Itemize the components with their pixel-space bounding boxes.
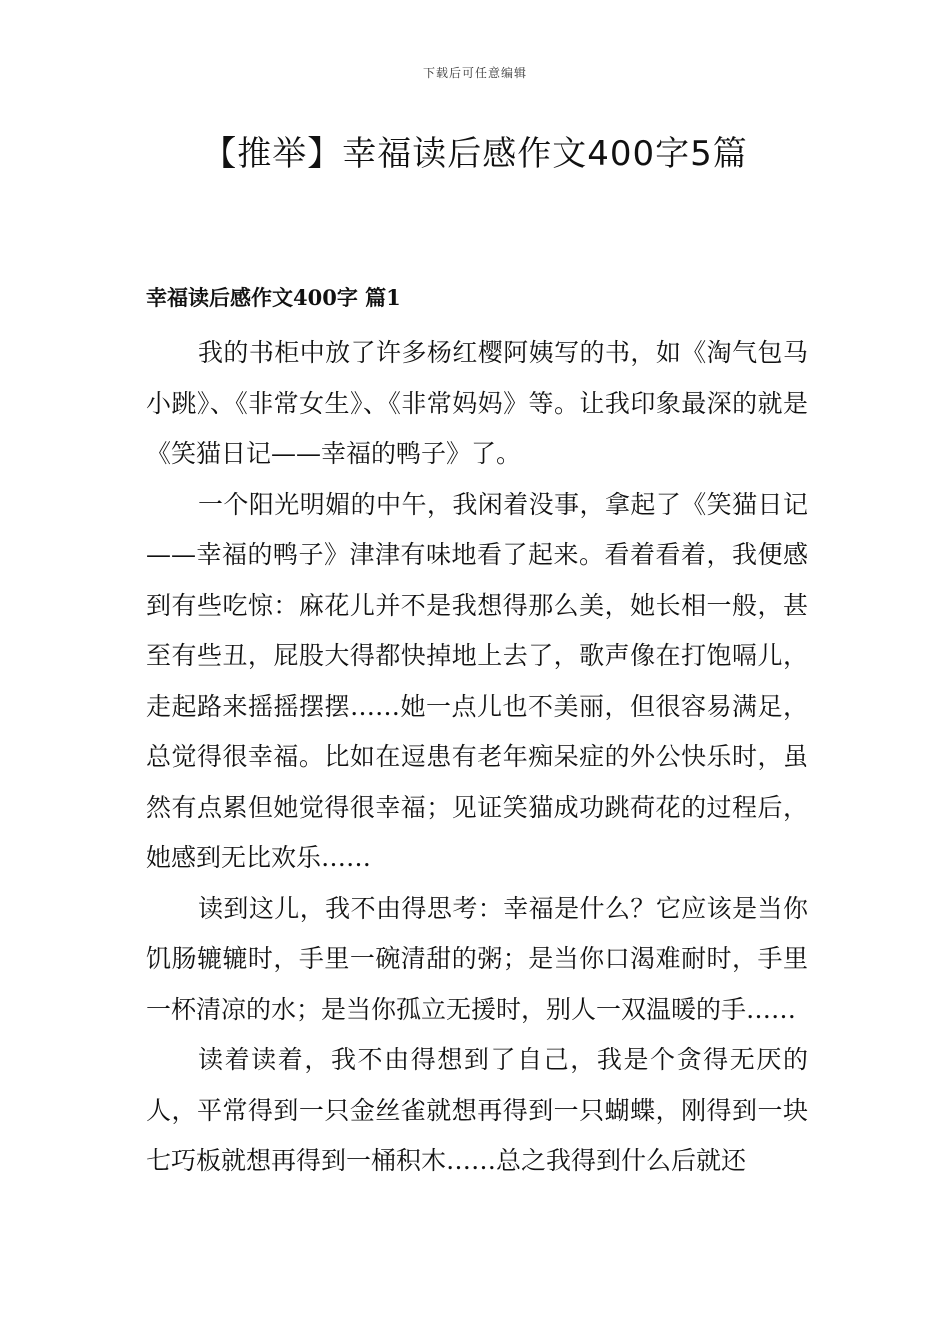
paragraph: 我的书柜中放了许多杨红樱阿姨写的书，如《淘气包马小跳》、《非常女生》、《非常妈妈》等。让我印象最深的就是《笑猫日记——幸福的鸭子》了。 — [146, 338, 808, 468]
document-title: 【推举】幸福读后感作文400字5篇 — [202, 134, 748, 174]
paragraph: 读着读着，我不由得想到了自己，我是个贪得无厌的人，平常得到一只金丝雀就想再得到一只蝴蝶，刚得到一块七巧板就想再得到一桶积木……总之我得到什么后就还 — [146, 1045, 808, 1175]
paragraph: 一个阳光明媚的中午，我闲着没事，拿起了《笑猫日记——幸福的鸭子》津津有味地看了起来。看着看着，我便感到有些吃惊：麻花儿并不是我想得那么美，她长相一般，甚至有些丑，屁股大得都快掉地上去了，歌声像在打饱嗝儿，走起路来摇摇摆摆……她一点儿也不美丽，但很容易满足，总觉得很幸福。比如在逗患有老年痴呆症的外公快乐时，虽然有点累但她觉得很幸福；见证笑猫成功跳荷花的过程后，她感到无比欢乐…… — [146, 489, 808, 872]
section-heading: 幸福读后感作文400字 篇1 — [146, 285, 401, 310]
header-note: 下载后可任意编辑 — [422, 66, 527, 80]
article-body — [146, 328, 808, 1187]
paragraph: 读到这儿，我不由得思考：幸福是什么？它应该是当你饥肠辘辘时，手里一碗清甜的粥；是当你口渴难耐时，手里一杯清凉的水；是当你孤立无援时，别人一双温暖的手…… — [146, 893, 808, 1024]
